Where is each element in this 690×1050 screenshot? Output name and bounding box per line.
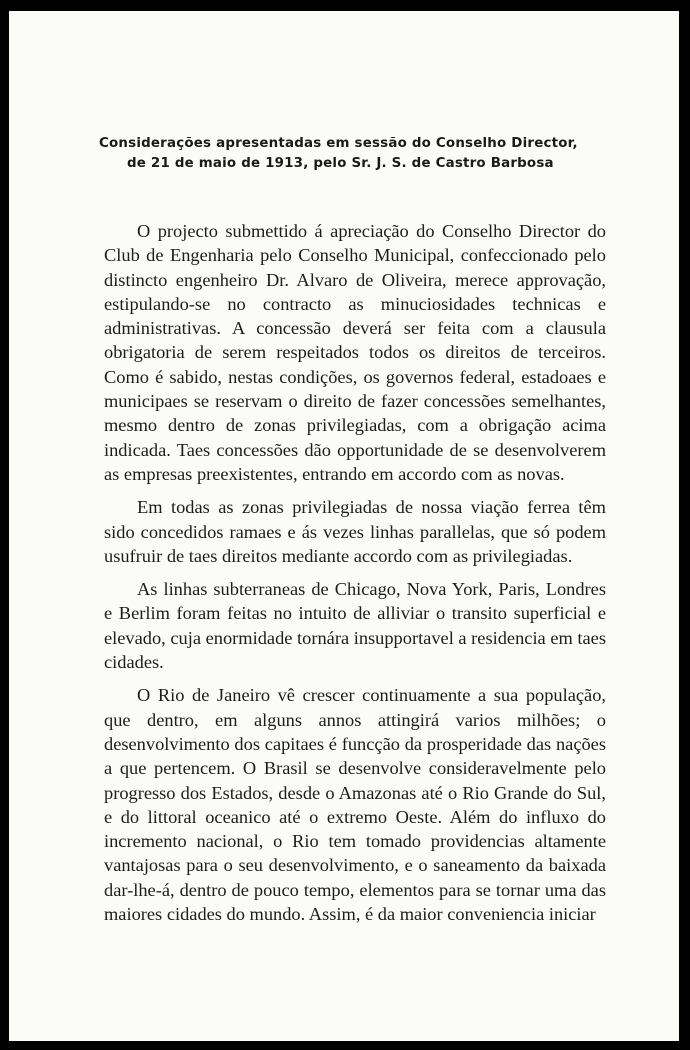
document-page xyxy=(9,11,679,1041)
paragraph-4: O Rio de Janeiro vê crescer continuamente a sua população, que dentro, em alguns annos attingirá varios milhões; o desenvolvimento dos capitaes é funcção da prosperidade das nações a que pertencem. O Brasil se desenvolve consideravelmente pelo progresso dos Estados, desde o Amazonas até o Rio Grande do Sul, e do littoral oceanico até o extremo Oeste. Além do influxo do incremento nacional, o Rio tem tomado providencias altamente vantajosas para o seu desenvolvimento, e o saneamento da baixada dar-lhe-á, dentro de pouco tempo, elementos para se tornar uma das maiores cidades do mundo. Assim, é da maior conveniencia iniciar xyxy=(104,685,606,925)
paragraph-1: O projecto submettido á apreciação do Conselho Director do Club de Engenharia pelo Conselho Municipal, confeccionado pelo distincto engenheiro Dr. Alvaro de Oliveira, merece approvação, estipulando-se no contracto as minuciosidades technicas e administrativas. A concessão deverá ser feita com a clausula obrigatoria de serem respeitados todos os direitos de terceiros. Como é sabido, nestas condições, os governos federal, estadoaes e municipaes se reservam o direito de fazer concessões semelhantes, mesmo dentro de zonas privilegiadas, com a obrigação acima indicada. Taes concessões dão opportunidade de se desenvolverem as empresas preexistentes, entrando em accordo com as novas. xyxy=(104,221,606,484)
heading-line-2: de 21 de maio de 1913, pelo Sr. J. S. de Castro Barbosa xyxy=(127,156,554,171)
paragraph-3: As linhas subterraneas de Chicago, Nova York, Paris, Londres e Berlim foram feitas no intuito de alliviar o transito superficial e elevado, cuja enormidade tornára insupportavel a residencia em taes cidades. xyxy=(104,579,606,673)
heading-line-1: Considerações apresentadas em sessão do Conselho Director, xyxy=(99,136,578,151)
section-heading xyxy=(91,134,611,174)
paragraph-2: Em todas as zonas privilegiadas de nossa viação ferrea têm sido concedidos ramaes e ás vezes linhas parallelas, que só podem usufruir de taes direitos mediante accordo com as privilegiadas. xyxy=(104,497,606,566)
document-body xyxy=(104,219,606,935)
